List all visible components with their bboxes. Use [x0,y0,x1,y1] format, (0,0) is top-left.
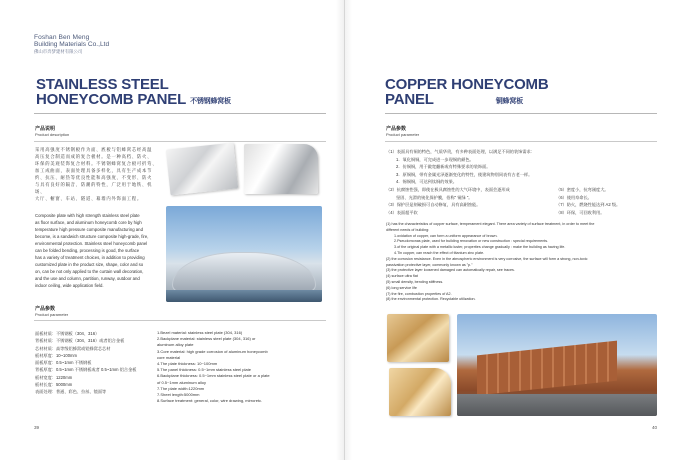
params-cn-list [35,330,155,396]
title-divider [385,113,657,114]
description-en-line: environmental protection. Stainless steel honeycomb panel [35,241,148,246]
params-heading-en: Product parameter [35,312,69,318]
params-heading [35,306,68,317]
section-divider [34,320,326,321]
right-page [345,0,690,460]
building-ground [457,394,657,416]
param-en-item: 5.The panel thickness: 0.5~1mm stainless steel plate [157,367,251,373]
company-name-en-1: Foshan Ben Meng [34,34,90,41]
copper-params-heading-en: Product parameter [386,132,420,138]
param-en-item: 6.Backplane thickness: 0.5~1mm stainless steel plate or a plate [157,373,270,379]
copper-en-line: different needs of building: [386,227,430,232]
copper-curved-panel-photo [389,368,451,416]
copper-panel-photo [387,314,449,362]
params-heading-cn: 产品参数 [35,306,56,312]
description-en-line: on, can be not only applied to the curtain wall decoration, [35,269,144,274]
param-cn-item: 背板厚度：0.5~1mm 不锈钢板或者 0.5~1mm 铝合金板 [35,367,137,373]
description-en-line: temperature high pressure composite manufacturing and [35,227,143,232]
description-cn-line: 大厅、橱窗、车站、隧道、幕墙内外饰面工程。 [35,196,143,201]
copper-title [385,78,549,107]
description-en-line: Composite plate with high strength stainless steel plate [35,213,140,218]
param-en-item: aluminum alloy plate [157,342,194,348]
description-en-line: can be folded bending, processing is good, the surface [35,248,140,253]
param-cn-item: 芯材材质：高等级铝蜂窝或铝蜂窝芯芯材 [35,345,111,351]
company-name-cn: 佛山市奔梦建材有限公司 [34,48,83,54]
param-cn-item: 面板厚度：0.5~1mm 不锈钢板 [35,360,92,366]
description-cn-line: 与具有良好的隔音、防潮的特性，广泛用于地铁、机场、 [35,182,153,194]
param-cn-item: 背板材质：不锈钢板（304、316）或者铝合金板 [35,338,125,344]
param-cn-item: 板材长度：5000mm [35,382,73,388]
copper-cn-feature: （7）防火，燃烧性能达到 A2 级。 [556,202,621,208]
dome-building-photo [166,206,322,302]
description-cn-text [35,146,160,202]
copper-cn-line: 2．仿铜铜，用于做宽翻新或有特殊要求的装饰面。 [396,164,491,170]
copper-en-line: (7) the fire, combustion properties of A2. [386,291,452,296]
param-en-item: 8.Surface treatment: general, color, wire drawing, mirroretc. [157,398,263,404]
copper-en-line: (2) the corrosion resistance. Even in the atmospheric environment is very corrosive, the surface will form a strong, non-toxic [386,256,588,261]
param-en-item: 7.Sheet length:5000mm [157,392,200,398]
copper-cn-feature: （8）环保，可回收利用。 [556,209,605,215]
description-cn-line: 环保的美观装饰复合材料。不锈钢蜂窝复合板可折弯、 [35,161,158,166]
copper-cn-line: 4．锡铜铜，可达到钛铜的效果。 [396,179,457,185]
param-cn-item: 面板材质：不锈钢板（304、316） [35,331,100,336]
copper-cn-line: 3．原铜铜，带有金属光泽逐渐变化的特性，使建筑物别同表有古老一样。 [396,171,533,177]
copper-en-line: 2.Pseudomonas plate, used for building renovation or new construction : special requirements. [394,239,549,244]
copper-title-line1: COPPER HONEYCOMB [385,76,549,93]
description-en-line: as floor surface, and aluminum honeycomb core by high [35,220,142,225]
company-name [34,34,109,54]
copper-cn-feature: （5）密度小，抗弯刚度大。 [556,187,609,192]
copper-cn-feature: （2）抗腐蚀性强，即使在极具腐蚀性的大气环境中，表面会逐形成 [386,187,510,192]
description-cn-line: 约、抗压、耐热等优良性能和高强度、不变形、防火 [35,175,153,180]
copper-en-line: (5) small density, bending stiffness. [386,279,444,284]
param-en-item: 4.The plate thickness: 10~100mm [157,361,218,367]
copper-en-line: (8) the environmental protection. Recyclable utilization. [386,297,476,302]
copper-cn-feature: 坚固、光滑的钝化保护膜，俗称" 铜绿 "。 [396,194,473,200]
stainless-curved-panel-photo [244,144,318,194]
copper-en-line: passivation protective layer, commonly known as "p." [386,262,473,267]
description-en-text [35,212,160,289]
param-cn-item: 表面处理：普通、彩色、拉丝、镜面等 [35,389,107,395]
copper-cn-features [386,148,656,186]
copper-params-heading [386,126,419,137]
description-cn-line: 高压复合制造而成的复合板材。是一种高档、防火、 [35,154,153,159]
params-en-list [157,330,329,404]
description-heading-en: Product description [35,132,70,138]
description-en-line: indoor ceiling, wide application field. [35,283,104,288]
page-number-left: 39 [34,425,40,430]
copper-cn-feature-pairs [386,186,656,216]
stainless-title-line1: STAINLESS STEEL [36,76,169,93]
stainless-title-line2: HONEYCOMB PANEL [36,90,187,108]
section-divider [385,141,657,142]
page-number-right: 40 [652,425,658,430]
param-en-item: core material [157,354,181,360]
param-en-item: of 0.5~1mm aluminum alloy [157,379,207,385]
param-cn-item: 板材厚度：10~100mm [35,352,78,358]
copper-en-features [386,222,658,303]
copper-building-photo [457,314,657,416]
description-en-line: customized plate in the product size, shape, color and so [35,262,144,267]
description-cn-line: 加工成曲面，表面处理具备多样化，具有生产成本节 [35,168,153,173]
copper-en-line: (4) surface ultra flat [386,274,418,279]
description-en-line: and the use and column, partition, runway, outdoor and [35,276,140,281]
copper-en-line: (1) has the characteristics of copper surface, temperament elegant. There area variety of surface treatment, in order to meet the [386,222,595,226]
description-en-line: has a variety of treatment choices, in addition to providing [35,255,145,260]
title-divider [34,113,326,114]
param-en-item: 2.Backplane material: stainless steel plate (304, 316) or [157,336,256,342]
stainless-title [36,78,231,107]
description-heading-cn: 产品说明 [35,126,56,132]
param-cn-item: 板材宽度：1220mm [35,374,73,380]
copper-cn-feature: （6）使用寿命长。 [556,194,592,200]
copper-cn-feature: （3）保护层是刻破损可自动修复，具有高耐蚀能。 [386,202,481,208]
param-en-item: 3.Core material: high grade corrosion of aluminum honeycomb [157,348,268,354]
section-divider [34,141,326,142]
copper-en-line: 4.Tin copper, can reach the effect of titanium zinc plate. [394,250,485,255]
description-en-line: become, is a sandwich structure composite high-grade, fire, [35,234,149,239]
copper-cn-line: 1．氧化铜铜，可完成进一步现铜的颜色。 [396,156,474,162]
param-en-item: 1.Bezel material: stainless steel plate (304, 316) [157,330,243,335]
stainless-panel-photo [166,143,238,196]
dome-water [166,290,322,302]
stainless-title-cn: 不锈钢蜂窝板 [190,97,231,105]
building-facade [477,341,617,396]
copper-en-line: 3.of the original plate with a metallic luster, properties change gradually : make the building as having life. [394,245,566,250]
copper-cn-line: （1）表面具有铜的特色，气质华贵，有多种表面处理，以满足不同的装饰需求： [386,149,535,154]
dome-shape [172,252,316,292]
copper-title-cn: 铜蜂窝板 [495,97,523,105]
param-en-item: 7.The plate width:1220mm [157,385,205,391]
copper-params-heading-cn: 产品参数 [386,126,407,132]
description-heading [35,126,69,137]
copper-en-line: (3) the protective layer loosened damaged can automatically repair, see traces. [386,268,515,273]
copper-en-line: 1.oxidation of copper, can form a uniform appearance of brown. [394,233,498,238]
company-name-en-2: Building Materials Co.,Ltd [34,41,110,49]
description-cn-line: 采用高强度不锈钢板作为面、底板与铝蜂窝芯经高温 [35,147,153,152]
copper-cn-feature: （4）表面超平软 [386,209,418,215]
copper-title-line2: PANEL [385,90,434,108]
copper-en-line: (6) long service life [386,285,417,290]
